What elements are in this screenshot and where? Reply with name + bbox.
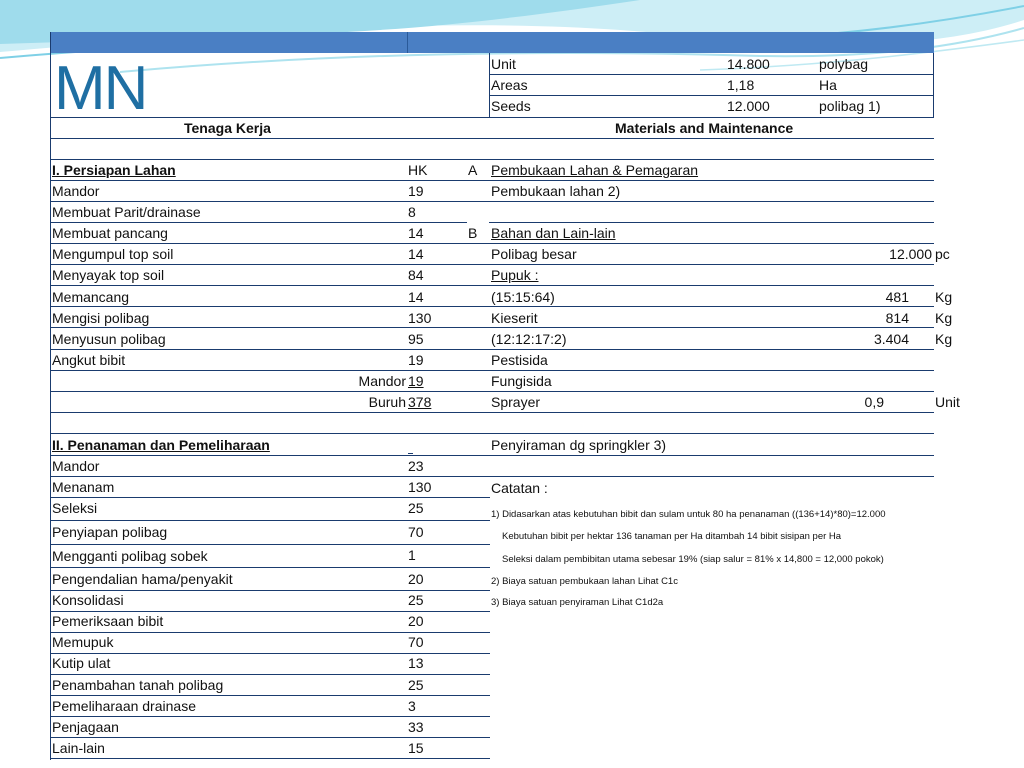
material-unit: Unit	[935, 394, 960, 410]
labor-row-value: 25	[408, 500, 424, 516]
subtotal-label: Buruh	[368, 394, 406, 410]
summary-value: 14.800	[727, 56, 770, 72]
labor-row-value: 3	[408, 698, 416, 714]
hline	[50, 716, 490, 717]
notes-title: Catatan :	[491, 480, 548, 496]
slide-title: MN	[54, 54, 147, 123]
hline	[50, 520, 490, 521]
hline	[50, 180, 934, 181]
hline	[50, 285, 934, 286]
header-tenaga-kerja: Tenaga Kerja	[184, 120, 271, 136]
materials-letter-a: A	[468, 162, 478, 178]
labor-row-label: Pemeriksaan bibit	[52, 613, 164, 629]
summary-value: 1,18	[727, 77, 755, 93]
summary-unit: polybag	[819, 56, 869, 72]
material-value: 814	[885, 310, 909, 326]
labor-row-label: Mengisi polibag	[52, 310, 150, 326]
hline	[50, 476, 934, 477]
note-line: Kebutuhan bibit per hektar 136 tanaman per Ha ditambah 14 bibit sisipan per Ha	[502, 531, 842, 542]
material-label: Fungisida	[491, 373, 552, 389]
subtotal-value: 19	[408, 373, 424, 389]
hline	[50, 370, 934, 371]
subtotal-value: 378	[408, 394, 432, 410]
note-line: 3) Biaya satuan penyiraman Lihat C1d2a	[491, 597, 664, 608]
hline	[50, 412, 934, 413]
summary-value: 12.000	[727, 98, 770, 114]
labor-row-value: 70	[408, 634, 424, 650]
left-border	[50, 32, 51, 760]
material-label: Sprayer	[491, 394, 541, 410]
labor-row-value: 14	[408, 225, 424, 241]
hline	[50, 138, 934, 139]
labor-row-label: Memancang	[52, 289, 130, 305]
hline	[50, 117, 934, 118]
hline	[50, 264, 934, 265]
summary-label: Areas	[491, 77, 528, 93]
summary-label: Seeds	[491, 98, 531, 114]
material-value: 481	[885, 289, 909, 305]
labor-row-value: 19	[408, 183, 424, 199]
labor-row-value: 20	[408, 613, 424, 629]
material-unit: Kg	[935, 331, 953, 347]
hline	[50, 674, 490, 675]
material-value: 3.404	[873, 331, 909, 347]
summary-label: Unit	[491, 56, 516, 72]
labor-row-value: 13	[408, 655, 424, 671]
labor-row-label: Memupuk	[52, 634, 114, 650]
labor-row-value: 70	[408, 524, 424, 540]
labor-row-value: 20	[408, 571, 424, 587]
hline	[489, 74, 933, 75]
labor-row-label: Mengumpul top soil	[52, 246, 174, 262]
note-line: Seleksi dalam pembibitan utama sebesar 19% (siap salur = 81% x 14,800 = 12,000 pokok)	[502, 554, 884, 565]
labor-row-label: Menyusun polibag	[52, 331, 166, 347]
summary-unit: polibag 1)	[819, 98, 881, 114]
hline	[50, 455, 934, 456]
summary-divider	[489, 53, 490, 117]
materials-a-title: Pembukaan Lahan & Pemagaran	[491, 162, 699, 178]
labor-row-label: Penyiapan polibag	[52, 524, 168, 540]
labor-row-label: Seleksi	[52, 500, 98, 516]
hline	[50, 632, 490, 633]
note-line: 1) Didasarkan atas kebutuhan bibit dan sulam untuk 80 ha penanaman ((136+14)*80)=12.000	[491, 509, 886, 520]
header-materials: Materials and Maintenance	[615, 120, 794, 136]
labor-row-label: Penjagaan	[52, 719, 119, 735]
section2-value-underline	[408, 453, 413, 454]
labor-row-label: Membuat Parit/drainase	[52, 204, 201, 220]
labor-row-label: Angkut bibit	[52, 352, 126, 368]
labor-row-value: 130	[408, 479, 432, 495]
hline	[50, 497, 490, 498]
hline	[50, 653, 490, 654]
material-value: 0,9	[864, 394, 884, 410]
right-border	[933, 53, 934, 117]
material-unit: pc	[935, 246, 950, 262]
materials-b-title: Bahan dan Lain-lain	[491, 225, 616, 241]
hline	[50, 567, 490, 568]
labor-row-label: Membuat pancang	[52, 225, 168, 241]
labor-row-value: 95	[408, 331, 424, 347]
hline	[50, 544, 490, 545]
labor-row-label: Penambahan tanah polibag	[52, 677, 224, 693]
hline	[50, 201, 934, 202]
labor-row-value: 14	[408, 246, 424, 262]
section2-title: II. Penanaman dan Pemeliharaan	[52, 437, 270, 453]
labor-row-value: 33	[408, 719, 424, 735]
section1-title: I. Persiapan Lahan	[52, 162, 176, 178]
hline	[489, 95, 933, 96]
labor-row-value: 1	[408, 547, 416, 563]
material-label: (15:15:64)	[491, 289, 555, 305]
labor-row-label: Kutip ulat	[52, 655, 111, 671]
pupuk-title: Pupuk :	[491, 267, 539, 283]
material-label: (12:12:17:2)	[491, 331, 567, 347]
subtotal-label: Mandor	[358, 373, 406, 389]
hline	[50, 243, 934, 244]
penyiraman-item: Penyiraman dg springkler 3)	[491, 437, 667, 453]
material-label: Polibag besar	[491, 246, 577, 262]
hline	[50, 758, 490, 759]
labor-row-value: 25	[408, 677, 424, 693]
labor-row-label: Mandor	[52, 458, 100, 474]
labor-row-label: Mengganti polibag sobek	[52, 548, 208, 564]
section1-unit-col: HK	[408, 162, 428, 178]
labor-row-label: Menanam	[52, 479, 115, 495]
labor-row-label: Pemeliharaan drainase	[52, 698, 196, 714]
hline	[50, 306, 934, 307]
hline	[50, 327, 934, 328]
material-label: Kieserit	[491, 310, 538, 326]
material-label: Pestisida	[491, 352, 548, 368]
materials-letter-b: B	[468, 225, 478, 241]
hline	[50, 349, 934, 350]
labor-row-label: Lain-lain	[52, 740, 105, 756]
labor-row-value: 130	[408, 310, 432, 326]
labor-row-label: Konsolidasi	[52, 592, 124, 608]
hline	[50, 159, 934, 160]
labor-row-value: 8	[408, 204, 416, 220]
header-band	[50, 32, 934, 53]
labor-row-value: 23	[408, 458, 424, 474]
labor-row-label: Mandor	[52, 183, 100, 199]
labor-row-value: 84	[408, 267, 424, 283]
labor-row-value: 19	[408, 352, 424, 368]
summary-unit: Ha	[819, 77, 837, 93]
labor-row-label: Pengendalian hama/penyakit	[52, 571, 233, 587]
labor-row-value: 15	[408, 740, 424, 756]
hline	[50, 391, 934, 392]
hline	[50, 737, 490, 738]
hline	[50, 433, 934, 434]
header-band-divider	[407, 32, 408, 53]
labor-row-value: 25	[408, 592, 424, 608]
hline	[489, 222, 934, 223]
material-value: 12.000	[889, 246, 932, 262]
labor-row-label: Menyayak top soil	[52, 267, 165, 283]
hline	[50, 695, 490, 696]
material-unit: Kg	[935, 310, 953, 326]
material-unit: Kg	[935, 289, 953, 305]
hline	[50, 222, 467, 223]
note-line: 2) Biaya satuan pembukaan lahan Lihat C1c	[491, 576, 678, 587]
labor-row-value: 14	[408, 289, 424, 305]
materials-a-item: Pembukaan lahan 2)	[491, 183, 621, 199]
